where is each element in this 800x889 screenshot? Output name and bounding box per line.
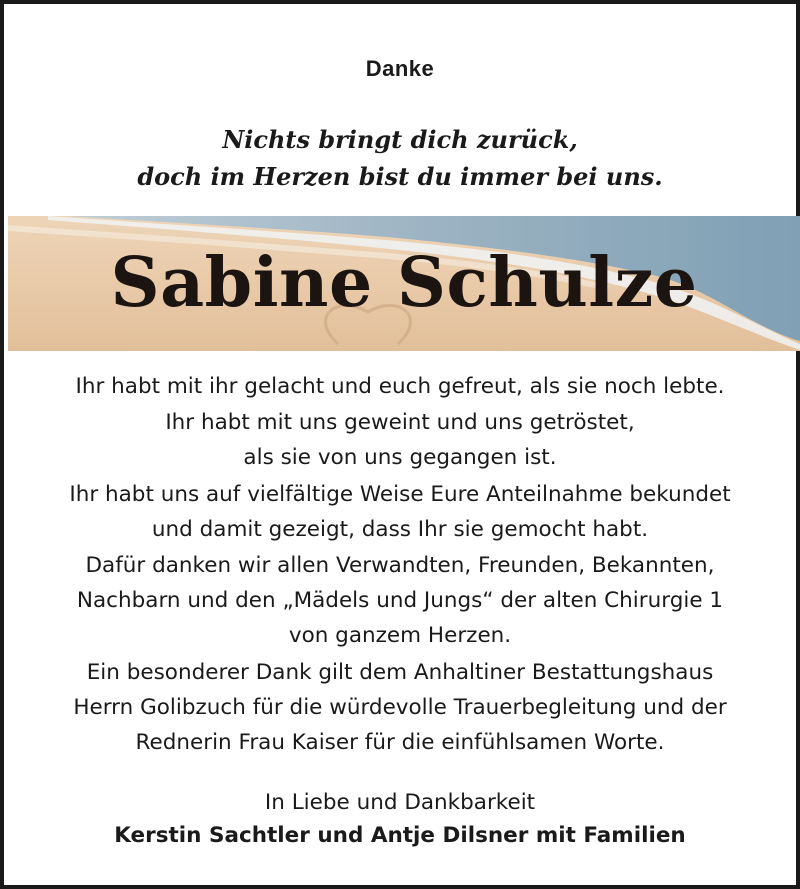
text-line: Ein besonderer Dank gilt dem Anhaltiner Bestattungshaus — [86, 659, 714, 685]
beach-banner — [8, 216, 800, 351]
paragraph — [14, 548, 786, 654]
paragraph — [14, 655, 786, 761]
verse-line: Nichts bringt dich zurück, — [222, 125, 578, 154]
memorial-verse — [4, 121, 796, 195]
text-line: als sie von uns gegangen ist. — [243, 445, 557, 471]
signoff — [4, 786, 796, 852]
paragraph — [14, 405, 786, 475]
text-line: Ihr habt mit uns geweint und uns getröstet, — [165, 410, 635, 436]
text-line: Ihr habt uns auf vielfältige Weise Eure Anteilnahme bekundet — [69, 481, 731, 507]
signatories: Kerstin Sachtler und Antje Dilsner mit Familien — [114, 823, 686, 848]
text-line: Herrn Golibzuch für die würdevolle Trauerbegleitung und der — [73, 694, 727, 720]
verse-line: doch im Herzen bist du immer bei uns. — [137, 162, 663, 191]
text-line: von ganzem Herzen. — [288, 623, 512, 649]
text-line: Ihr habt mit ihr gelacht und euch gefreut, als sie noch lebte. — [75, 374, 725, 399]
notice-heading: Danke — [365, 56, 435, 81]
text-line: Nachbarn und den „Mädels und Jungs“ der alten Chirurgie 1 — [76, 588, 724, 614]
deceased-name: Sabine Schulze — [110, 243, 698, 323]
paragraph — [14, 369, 786, 404]
thank-you-text — [14, 369, 786, 761]
text-line: Dafür danken wir allen Verwandten, Freunden, Bekannten, — [85, 553, 715, 579]
paragraph — [14, 477, 786, 547]
text-line: und damit gezeigt, dass Ihr sie gemocht habt. — [151, 516, 649, 542]
closing-line: In Liebe und Dankbarkeit — [264, 790, 536, 815]
text-line: Rednerin Frau Kaiser für die einfühlsamen Worte. — [135, 730, 665, 756]
